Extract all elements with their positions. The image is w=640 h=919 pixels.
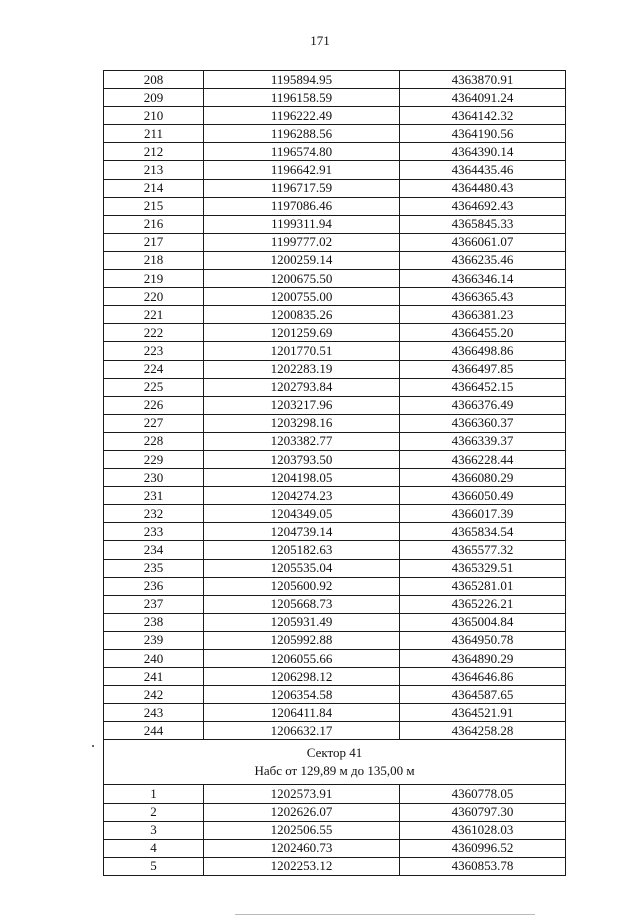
x-coordinate-cell: 1201770.51 [204, 342, 400, 360]
y-coordinate-cell: 4365845.33 [400, 215, 566, 233]
point-number-cell: 225 [104, 378, 204, 396]
point-number-cell: 224 [104, 360, 204, 378]
y-coordinate-cell: 4366497.85 [400, 360, 566, 378]
y-coordinate-cell: 4365577.32 [400, 541, 566, 559]
point-number-cell: 218 [104, 251, 204, 269]
x-coordinate-cell: 1205600.92 [204, 577, 400, 595]
table-row [104, 215, 566, 233]
table-row [104, 324, 566, 342]
table-row [104, 161, 566, 179]
table-row [104, 668, 566, 686]
y-coordinate-cell: 4364692.43 [400, 197, 566, 215]
coordinates-table-body-upper [104, 71, 566, 740]
x-coordinate-cell: 1206055.66 [204, 650, 400, 668]
point-number-cell: 222 [104, 324, 204, 342]
y-coordinate-cell: 4364390.14 [400, 143, 566, 161]
x-coordinate-cell: 1203382.77 [204, 432, 400, 450]
x-coordinate-cell: 1206298.12 [204, 668, 400, 686]
table-row [104, 71, 566, 89]
table-row [104, 541, 566, 559]
x-coordinate-cell: 1203217.96 [204, 396, 400, 414]
table-row [104, 233, 566, 251]
y-coordinate-cell: 4366228.44 [400, 450, 566, 468]
table-row [104, 396, 566, 414]
y-coordinate-cell: 4366080.29 [400, 469, 566, 487]
point-number-cell: 233 [104, 523, 204, 541]
x-coordinate-cell: 1204739.14 [204, 523, 400, 541]
point-number-cell: 1 [104, 785, 204, 803]
x-coordinate-cell: 1202573.91 [204, 785, 400, 803]
scan-bottom-edge-line [235, 914, 535, 915]
table-row [104, 378, 566, 396]
point-number-cell: 209 [104, 89, 204, 107]
coordinates-table [103, 70, 566, 876]
y-coordinate-cell: 4365329.51 [400, 559, 566, 577]
y-coordinate-cell: 4360996.52 [400, 839, 566, 857]
x-coordinate-cell: 1199777.02 [204, 233, 400, 251]
table-row [104, 107, 566, 125]
point-number-cell: 234 [104, 541, 204, 559]
page-number: 171 [310, 33, 330, 48]
point-number-cell: 219 [104, 270, 204, 288]
point-number-cell: 226 [104, 396, 204, 414]
point-number-cell: 236 [104, 577, 204, 595]
y-coordinate-cell: 4366235.46 [400, 251, 566, 269]
point-number-cell: 230 [104, 469, 204, 487]
y-coordinate-cell: 4364190.56 [400, 125, 566, 143]
sector-header-row [104, 740, 566, 785]
x-coordinate-cell: 1200259.14 [204, 251, 400, 269]
point-number-cell: 211 [104, 125, 204, 143]
x-coordinate-cell: 1202283.19 [204, 360, 400, 378]
point-number-cell: 238 [104, 613, 204, 631]
table-row [104, 839, 566, 857]
point-number-cell: 220 [104, 288, 204, 306]
table-row [104, 288, 566, 306]
sector-header-cell [104, 740, 566, 785]
x-coordinate-cell: 1196574.80 [204, 143, 400, 161]
y-coordinate-cell: 4366346.14 [400, 270, 566, 288]
table-row [104, 197, 566, 215]
x-coordinate-cell: 1200835.26 [204, 306, 400, 324]
x-coordinate-cell: 1205668.73 [204, 595, 400, 613]
point-number-cell: 231 [104, 487, 204, 505]
x-coordinate-cell: 1206632.17 [204, 722, 400, 740]
y-coordinate-cell: 4366376.49 [400, 396, 566, 414]
point-number-cell: 237 [104, 595, 204, 613]
x-coordinate-cell: 1204198.05 [204, 469, 400, 487]
table-row [104, 306, 566, 324]
y-coordinate-cell: 4364258.28 [400, 722, 566, 740]
table-row [104, 821, 566, 839]
point-number-cell: 210 [104, 107, 204, 125]
point-number-cell: 223 [104, 342, 204, 360]
table-row [104, 505, 566, 523]
x-coordinate-cell: 1197086.46 [204, 197, 400, 215]
table-row [104, 432, 566, 450]
table-row [104, 469, 566, 487]
y-coordinate-cell: 4361028.03 [400, 821, 566, 839]
y-coordinate-cell: 4364950.78 [400, 631, 566, 649]
y-coordinate-cell: 4363870.91 [400, 71, 566, 89]
point-number-cell: 216 [104, 215, 204, 233]
y-coordinate-cell: 4360778.05 [400, 785, 566, 803]
x-coordinate-cell: 1202460.73 [204, 839, 400, 857]
table-row [104, 251, 566, 269]
x-coordinate-cell: 1204274.23 [204, 487, 400, 505]
point-number-cell: 232 [104, 505, 204, 523]
table-row [104, 857, 566, 875]
x-coordinate-cell: 1196717.59 [204, 179, 400, 197]
point-number-cell: 215 [104, 197, 204, 215]
table-row [104, 179, 566, 197]
y-coordinate-cell: 4366360.37 [400, 414, 566, 432]
y-coordinate-cell: 4366339.37 [400, 432, 566, 450]
table-row [104, 559, 566, 577]
point-number-cell: 212 [104, 143, 204, 161]
point-number-cell: 241 [104, 668, 204, 686]
y-coordinate-cell: 4365834.54 [400, 523, 566, 541]
y-coordinate-cell: 4366365.43 [400, 288, 566, 306]
x-coordinate-cell: 1205992.88 [204, 631, 400, 649]
x-coordinate-cell: 1203793.50 [204, 450, 400, 468]
coordinates-table-body-lower [104, 785, 566, 875]
y-coordinate-cell: 4364142.32 [400, 107, 566, 125]
sector-elevation-range: Набс от 129,89 м до 135,00 м [254, 763, 415, 779]
table-row [104, 650, 566, 668]
point-number-cell: 2 [104, 803, 204, 821]
table-row [104, 595, 566, 613]
y-coordinate-cell: 4365281.01 [400, 577, 566, 595]
y-coordinate-cell: 4364890.29 [400, 650, 566, 668]
table-row [104, 487, 566, 505]
table-row [104, 125, 566, 143]
point-number-cell: 239 [104, 631, 204, 649]
x-coordinate-cell: 1199311.94 [204, 215, 400, 233]
y-coordinate-cell: 4366061.07 [400, 233, 566, 251]
point-number-cell: 229 [104, 450, 204, 468]
table-row [104, 704, 566, 722]
table-row [104, 631, 566, 649]
table-row [104, 143, 566, 161]
table-row [104, 270, 566, 288]
table-row [104, 342, 566, 360]
point-number-cell: 4 [104, 839, 204, 857]
point-number-cell: 217 [104, 233, 204, 251]
y-coordinate-cell: 4366455.20 [400, 324, 566, 342]
x-coordinate-cell: 1206411.84 [204, 704, 400, 722]
x-coordinate-cell: 1196158.59 [204, 89, 400, 107]
x-coordinate-cell: 1205535.04 [204, 559, 400, 577]
table-row [104, 89, 566, 107]
y-coordinate-cell: 4364521.91 [400, 704, 566, 722]
point-number-cell: 244 [104, 722, 204, 740]
x-coordinate-cell: 1202253.12 [204, 857, 400, 875]
table-row [104, 613, 566, 631]
x-coordinate-cell: 1206354.58 [204, 686, 400, 704]
point-number-cell: 228 [104, 432, 204, 450]
y-coordinate-cell: 4364646.86 [400, 668, 566, 686]
x-coordinate-cell: 1201259.69 [204, 324, 400, 342]
point-number-cell: 243 [104, 704, 204, 722]
table-row [104, 686, 566, 704]
x-coordinate-cell: 1200675.50 [204, 270, 400, 288]
x-coordinate-cell: 1196222.49 [204, 107, 400, 125]
point-number-cell: 227 [104, 414, 204, 432]
point-number-cell: 242 [104, 686, 204, 704]
x-coordinate-cell: 1196288.56 [204, 125, 400, 143]
x-coordinate-cell: 1203298.16 [204, 414, 400, 432]
y-coordinate-cell: 4366017.39 [400, 505, 566, 523]
table-row [104, 722, 566, 740]
point-number-cell: 213 [104, 161, 204, 179]
sector-title: Сектор 41 [306, 745, 363, 761]
table-row [104, 523, 566, 541]
x-coordinate-cell: 1205182.63 [204, 541, 400, 559]
y-coordinate-cell: 4366452.15 [400, 378, 566, 396]
y-coordinate-cell: 4364480.43 [400, 179, 566, 197]
y-coordinate-cell: 4366050.49 [400, 487, 566, 505]
y-coordinate-cell: 4360853.78 [400, 857, 566, 875]
point-number-cell: 240 [104, 650, 204, 668]
x-coordinate-cell: 1202626.07 [204, 803, 400, 821]
point-number-cell: 235 [104, 559, 204, 577]
scan-artifact-dot [92, 745, 94, 747]
table-row [104, 450, 566, 468]
table-row [104, 414, 566, 432]
point-number-cell: 5 [104, 857, 204, 875]
point-number-cell: 221 [104, 306, 204, 324]
point-number-cell: 214 [104, 179, 204, 197]
y-coordinate-cell: 4366381.23 [400, 306, 566, 324]
x-coordinate-cell: 1202506.55 [204, 821, 400, 839]
y-coordinate-cell: 4366498.86 [400, 342, 566, 360]
point-number-cell: 208 [104, 71, 204, 89]
x-coordinate-cell: 1204349.05 [204, 505, 400, 523]
y-coordinate-cell: 4365226.21 [400, 595, 566, 613]
x-coordinate-cell: 1196642.91 [204, 161, 400, 179]
y-coordinate-cell: 4364091.24 [400, 89, 566, 107]
x-coordinate-cell: 1195894.95 [204, 71, 400, 89]
x-coordinate-cell: 1205931.49 [204, 613, 400, 631]
table-row [104, 577, 566, 595]
table-row [104, 803, 566, 821]
point-number-cell: 3 [104, 821, 204, 839]
sector-header-group [104, 740, 566, 785]
table-row [104, 785, 566, 803]
y-coordinate-cell: 4364435.46 [400, 161, 566, 179]
y-coordinate-cell: 4360797.30 [400, 803, 566, 821]
x-coordinate-cell: 1202793.84 [204, 378, 400, 396]
table-row [104, 360, 566, 378]
x-coordinate-cell: 1200755.00 [204, 288, 400, 306]
y-coordinate-cell: 4365004.84 [400, 613, 566, 631]
y-coordinate-cell: 4364587.65 [400, 686, 566, 704]
